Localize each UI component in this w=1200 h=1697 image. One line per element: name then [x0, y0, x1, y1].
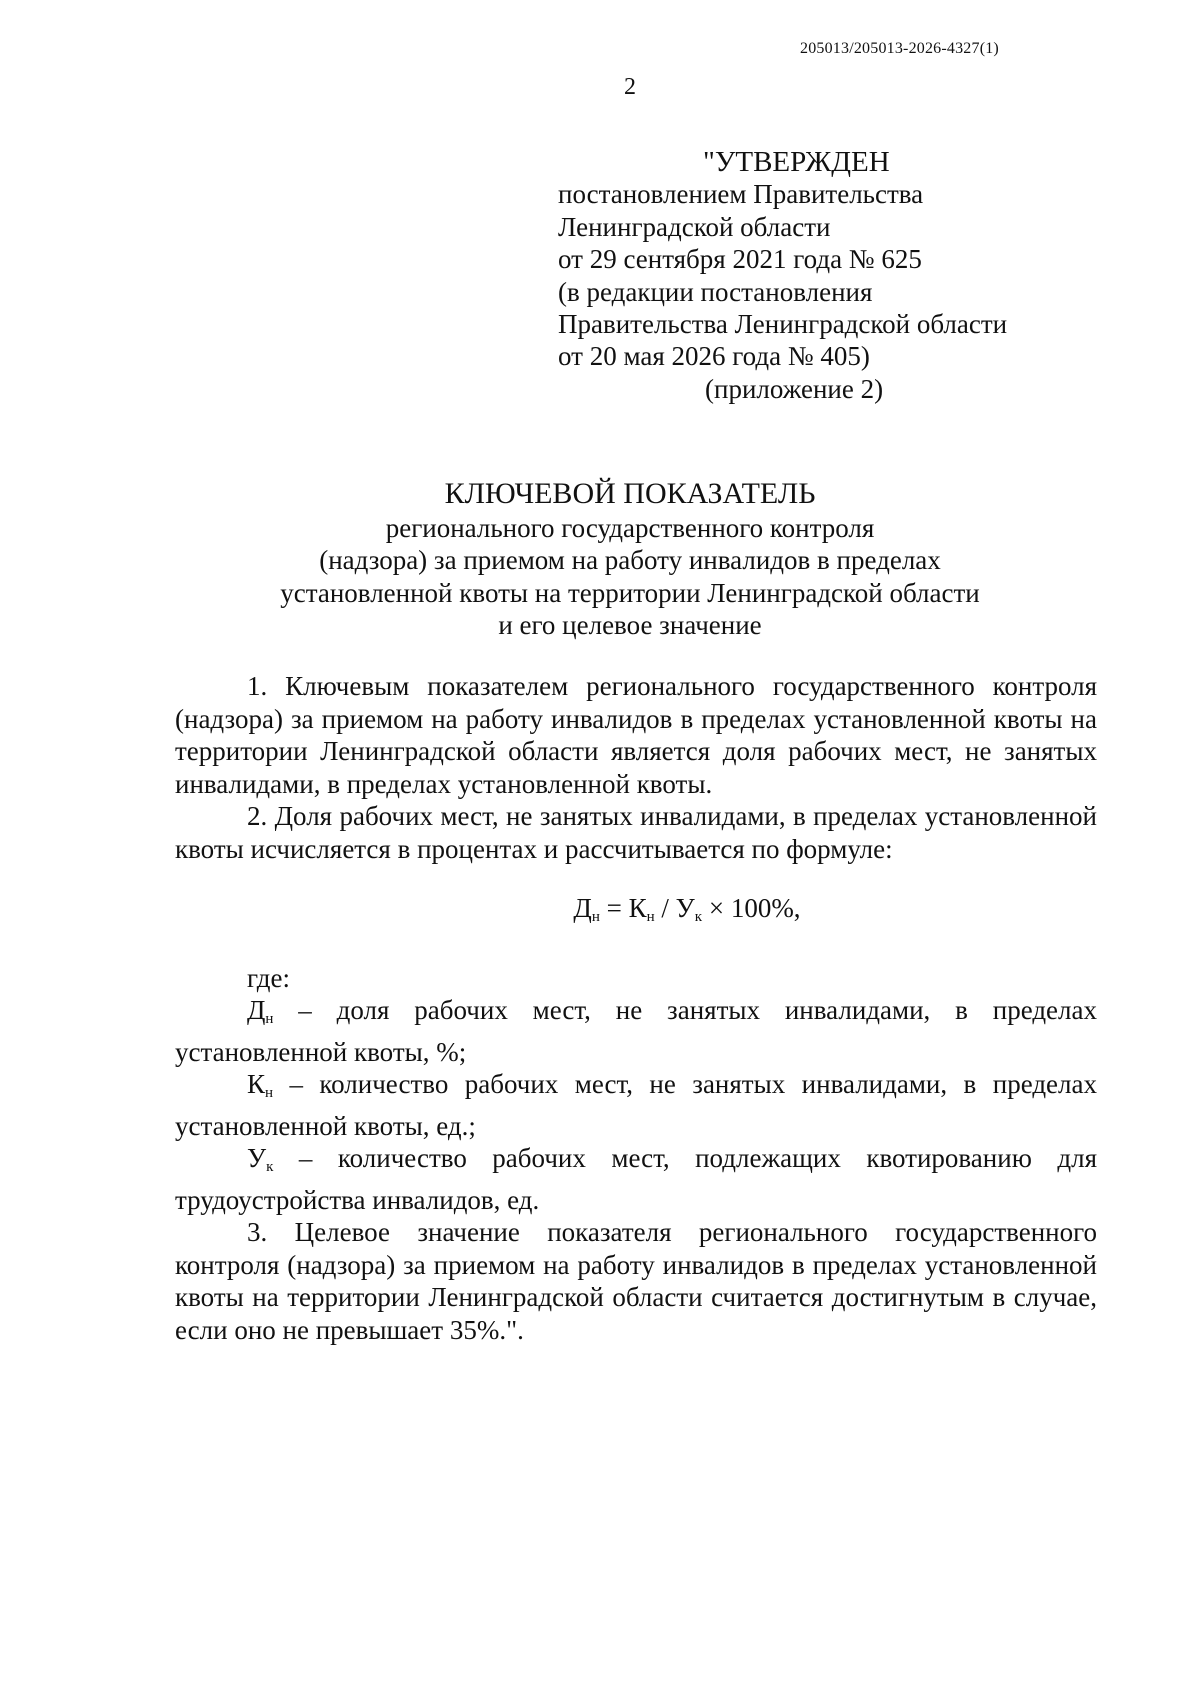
definition-text: – доля рабочих мест, не занятых инвалидами, в пределах установленной квоты, %;: [175, 995, 1097, 1067]
formula-d: Д: [573, 893, 592, 923]
formula: [175, 892, 1097, 934]
definition-sub: к: [266, 1159, 274, 1175]
document-heading: [200, 478, 1060, 642]
document-body: [175, 670, 1097, 1346]
heading-title: КЛЮЧЕВОЙ ПОКАЗАТЕЛЬ: [444, 477, 816, 510]
formula-d-sub: н: [591, 909, 600, 925]
paragraph-3: 3. Целевое значение показателя регионального государственного контроля (надзора) за приемом на работу инвалидов в пределах установленной квоты на территории Ленинградской области считается достигнутым в случае, если оно не превышает 35%.".: [175, 1217, 1097, 1345]
document-id: 205013/205013-2026-4327(1): [800, 40, 999, 57]
definition-symbol: К: [247, 1069, 266, 1099]
definition-sub: н: [265, 1011, 274, 1027]
definition-d: [175, 994, 1097, 1068]
formula-equals: =: [599, 893, 629, 923]
approval-title: "УТВЕРЖДЕН: [703, 146, 890, 178]
where-label: где:: [247, 962, 290, 993]
approval-stamp: [558, 146, 1098, 405]
paragraph-2: 2. Доля рабочих мест, не занятых инвалидами, в пределах установленной квоты исчисляется в процентах и рассчитывается по формуле:: [175, 801, 1097, 864]
approval-line: Ленинградской области: [558, 211, 831, 242]
heading-line: регионального государственного контроля: [385, 512, 875, 543]
definition-sub: н: [265, 1085, 274, 1101]
approval-line: от 29 сентября 2021 года № 625: [558, 244, 922, 275]
page-number: 2: [624, 74, 636, 100]
approval-line: (в редакции постановления: [558, 276, 873, 307]
heading-line: и его целевое значение: [498, 610, 762, 640]
paragraph-1: 1. Ключевым показателем регионального государственного контроля (надзора) за приемом на работу инвалидов в пределах установленной квоты на территории Ленинградской области является доля рабочих мест, не занятых инвалидами, в пределах установленной квоты.: [175, 671, 1097, 799]
definition-k: [175, 1068, 1097, 1142]
formula-rest: × 100%,: [702, 893, 801, 923]
formula-k: К: [628, 893, 647, 923]
definition-u: [175, 1142, 1097, 1216]
definition-text: – количество рабочих мест, не занятых инвалидами, в пределах установленной квоты, ед.;: [175, 1069, 1097, 1141]
formula-u: У: [675, 893, 695, 923]
definition-text: – количество рабочих мест, подлежащих квотированию для трудоустройства инвалидов, ед.: [175, 1143, 1097, 1215]
definition-symbol: У: [247, 1143, 267, 1173]
approval-line: Правительства Ленинградской области: [558, 309, 1008, 340]
formula-u-sub: к: [694, 909, 703, 925]
approval-line: постановлением Правительства: [558, 179, 924, 210]
heading-line: установленной квоты на территории Ленинградской области: [280, 577, 980, 608]
approval-line: от 20 мая 2026 года № 405): [558, 341, 870, 372]
heading-line: (надзора) за приемом на работу инвалидов в пределах: [319, 545, 941, 575]
formula-divide: /: [654, 893, 676, 923]
approval-appendix: (приложение 2): [705, 373, 884, 404]
formula-k-sub: н: [646, 909, 655, 925]
definition-symbol: Д: [247, 995, 266, 1025]
